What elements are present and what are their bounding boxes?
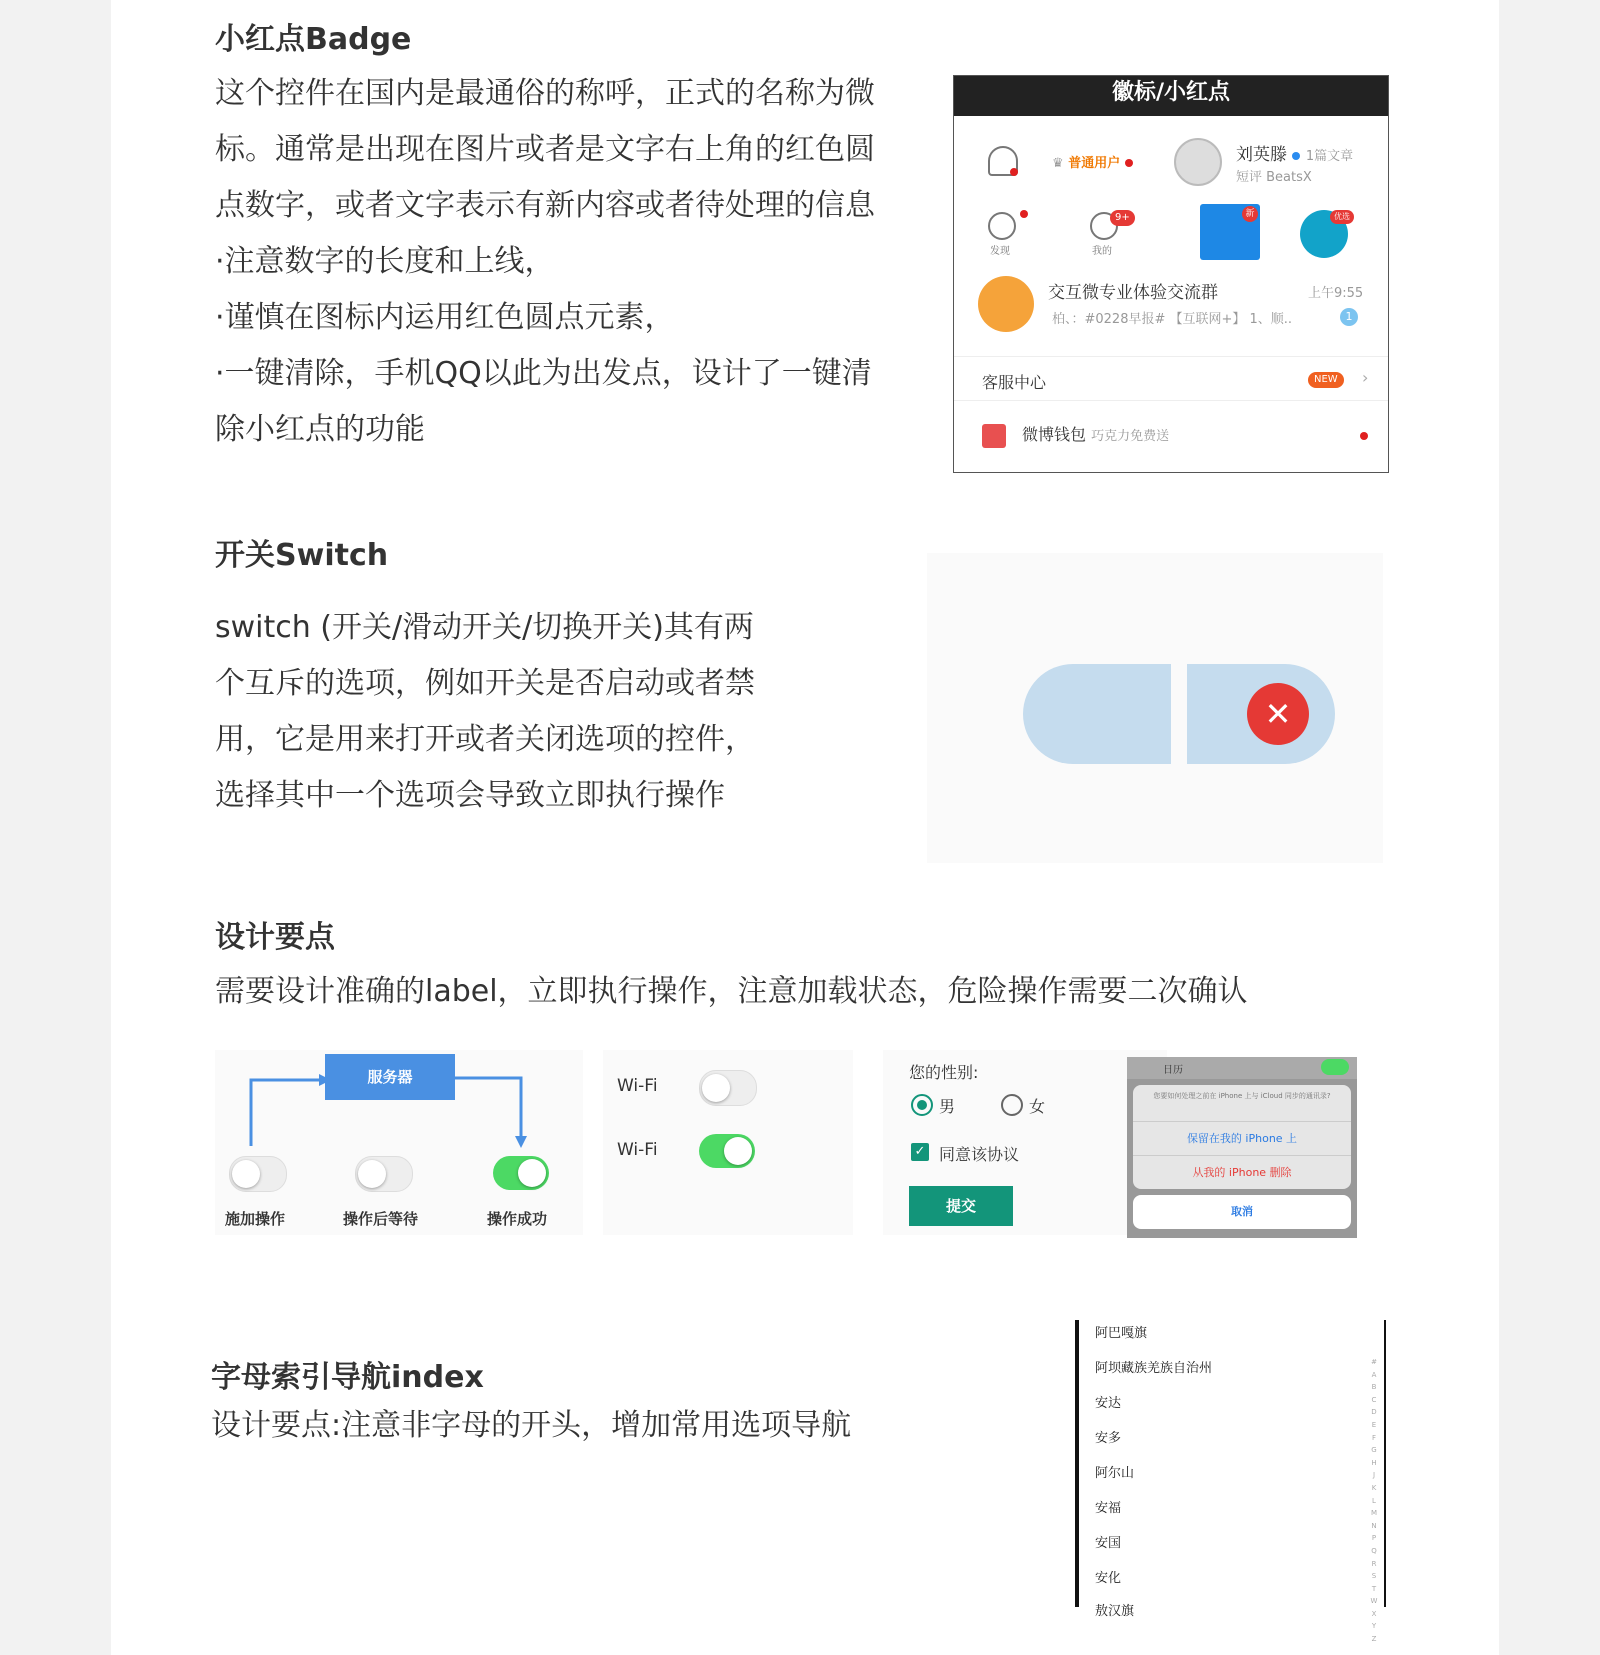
red-dot-badge xyxy=(1125,159,1133,167)
switch-line: switch (开关/滑动开关/切换开关)其有两 xyxy=(215,610,754,645)
wifi-label: Wi-Fi xyxy=(617,1140,658,1160)
red-dot-badge xyxy=(1010,168,1018,176)
index-section-title: 字母索引导航index xyxy=(211,1360,484,1395)
switch-line: 个互斥的选项，例如开关是否启动或者禁 xyxy=(215,666,755,701)
close-icon[interactable]: ✕ xyxy=(1247,683,1309,745)
discover-icon xyxy=(988,212,1016,240)
new-label-badge: NEW xyxy=(1308,372,1344,388)
promo-badge: 优选 xyxy=(1330,210,1354,224)
badge-line: 这个控件在国内是最通俗的称呼，正式的名称为微 xyxy=(215,76,875,111)
wifi-switch-on[interactable] xyxy=(699,1134,755,1168)
male-label: 男 xyxy=(939,1097,956,1116)
verified-dot xyxy=(1292,152,1300,160)
badge-line: ·一键清除，手机QQ以此为出发点，设计了一键清 xyxy=(215,356,872,391)
badge-line: ·谨慎在图标内运用红色圆点元素， xyxy=(215,300,675,335)
switch-on xyxy=(493,1156,549,1190)
wifi-switch-off[interactable] xyxy=(699,1070,757,1106)
badge-description xyxy=(215,66,875,458)
design-description: 需要设计准确的label，立即执行操作，注意加载状态，危险操作需要二次确认 xyxy=(215,974,1248,1009)
list-item[interactable]: 安达 xyxy=(1095,1396,1122,1411)
chat-preview: 柏、：#0228早报# 【互联网+】 1、顺.. xyxy=(1052,312,1293,327)
ios-confirm-dialog-demo xyxy=(1127,1057,1357,1238)
calendar-label: 日历 xyxy=(1163,1065,1183,1076)
chat-title: 交互微专业体验交流群 xyxy=(1048,283,1218,303)
badge-line: 除小红点的功能 xyxy=(215,412,425,447)
server-box: 服务器 xyxy=(325,1054,455,1100)
count-badge: 9+ xyxy=(1110,210,1135,226)
list-item[interactable]: 安福 xyxy=(1095,1501,1122,1516)
red-dot-badge xyxy=(1020,210,1028,218)
list-item[interactable]: 敖汉旗 xyxy=(1095,1604,1135,1619)
backdrop-switch xyxy=(1321,1059,1349,1075)
wallet-row: 微博钱包 巧克力免费送 xyxy=(1022,425,1170,444)
switch-state-flow-demo xyxy=(215,1050,583,1235)
switch-left-half xyxy=(1023,664,1171,764)
badge-line: 标。通常是出现在图片或者是文字右上角的红色圆 xyxy=(215,132,875,167)
delete-button[interactable]: 从我的 iPhone 删除 xyxy=(1133,1155,1351,1190)
alphabet-index-bar[interactable]: # A B C D E F G H J K L M N P Q R S T W X Y Z xyxy=(1370,1358,1378,1644)
form-demo xyxy=(883,1050,1167,1235)
dialog-sheet xyxy=(1133,1085,1351,1189)
badge-line: ·注意数字的长度和上线， xyxy=(215,244,555,279)
chevron-right-icon: › xyxy=(1362,368,1369,387)
submit-button[interactable]: 提交 xyxy=(909,1186,1013,1226)
divider xyxy=(954,400,1388,401)
radio-male[interactable] xyxy=(911,1094,933,1116)
index-list-screenshot xyxy=(1075,1320,1386,1644)
user-sub: 短评 BeatsX xyxy=(1236,170,1312,185)
group-avatar xyxy=(978,276,1034,332)
article-page xyxy=(111,0,1499,1655)
flow-arrows xyxy=(215,1050,583,1160)
step-label: 操作成功 xyxy=(487,1210,548,1228)
female-label: 女 xyxy=(1029,1097,1046,1116)
wallet-icon xyxy=(982,424,1006,448)
list-item[interactable]: 阿坝藏族羌族自治州 xyxy=(1095,1361,1213,1376)
badge-example-screenshot xyxy=(953,75,1389,473)
list-item[interactable]: 阿尔山 xyxy=(1095,1466,1135,1481)
index-description: 设计要点:注意非字母的开头，增加常用选项导航 xyxy=(211,1408,852,1443)
list-item[interactable]: 阿巴嘎旗 xyxy=(1095,1326,1148,1341)
avatar xyxy=(1174,138,1222,186)
red-dot-badge xyxy=(1360,432,1368,440)
profile-label: 我的 xyxy=(1092,246,1112,257)
badge-section-title: 小红点Badge xyxy=(215,22,412,57)
list-item[interactable]: 安国 xyxy=(1095,1536,1122,1551)
switch-line: 用，它是用来打开或者关闭选项的控件， xyxy=(215,722,755,757)
checkbox-agree[interactable]: ✓ xyxy=(911,1143,929,1161)
chat-time: 上午9:55 xyxy=(1308,286,1364,301)
vip-icon: ♛ xyxy=(1052,156,1064,171)
unread-count-badge: 1 xyxy=(1340,308,1358,326)
badge-line: 点数字，或者文字表示有新内容或者待处理的信息 xyxy=(215,188,875,223)
switch-demo xyxy=(927,553,1383,863)
radio-female[interactable] xyxy=(1001,1094,1023,1116)
list-item[interactable]: 安多 xyxy=(1095,1431,1122,1446)
service-label: 客服中心 xyxy=(982,373,1047,392)
switch-description xyxy=(215,600,755,824)
vip-label: ♛ 普通用户 xyxy=(1052,152,1133,171)
switch-line: 选择其中一个选项会导致立即执行操作 xyxy=(215,778,725,813)
wifi-switch-demo xyxy=(603,1050,853,1235)
divider xyxy=(954,356,1388,357)
list-item[interactable]: 安化 xyxy=(1095,1571,1122,1586)
wifi-label: Wi-Fi xyxy=(617,1076,658,1096)
new-badge: 新 xyxy=(1242,206,1258,222)
dialog-message: 您要如何处理之前在 iPhone 上与 iCloud 同步的通讯录? xyxy=(1153,1092,1331,1100)
switch-off xyxy=(229,1156,287,1192)
switch-loading xyxy=(355,1156,413,1192)
design-section-title: 设计要点 xyxy=(215,920,335,955)
cancel-button[interactable]: 取消 xyxy=(1133,1195,1351,1229)
screenshot-title: 徽标/小红点 xyxy=(954,76,1388,116)
keep-button[interactable]: 保留在我的 iPhone 上 xyxy=(1133,1121,1351,1156)
agree-label: 同意该协议 xyxy=(939,1145,1020,1164)
user-name-row: 刘英滕 1篇文章 xyxy=(1236,145,1354,165)
step-label: 操作后等待 xyxy=(343,1210,419,1228)
gender-label: 您的性别: xyxy=(909,1063,979,1082)
step-label: 施加操作 xyxy=(225,1210,286,1228)
switch-section-title: 开关Switch xyxy=(215,538,389,573)
discover-label: 发现 xyxy=(990,246,1010,257)
